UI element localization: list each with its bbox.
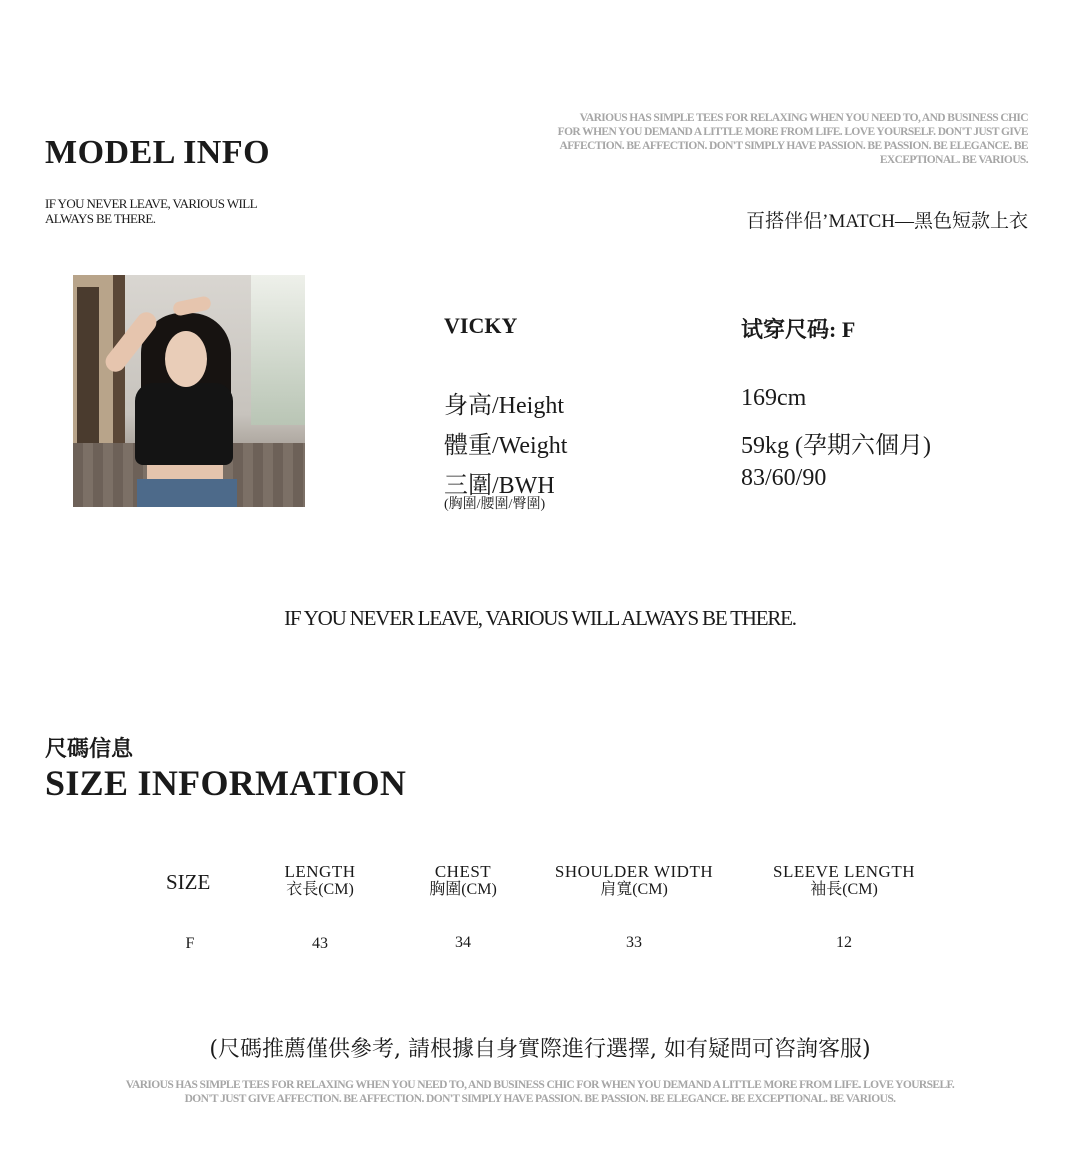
sleeve-header-en: SLEEVE LENGTH: [772, 862, 915, 881]
sleeve-header-zh: 袖長(CM): [810, 881, 878, 898]
length-header: [260, 863, 380, 898]
shoulder-value: 33: [626, 934, 642, 951]
chest-header: [403, 863, 523, 898]
size-title-en: SIZE INFORMATION: [45, 763, 407, 803]
brand-copy-line: EXCEPTIONAL. BE VARIOUS.: [879, 154, 1028, 166]
bwh-value: 83/60/90: [741, 465, 827, 491]
footer-copy: [0, 1078, 1080, 1106]
brand-copy-line: AFFECTION. BE AFFECTION. DON'T SIMPLY HAVE PASSION. BE PASSION. BE ELEGANCE. BE: [559, 140, 1028, 152]
sleeve-value: 12: [836, 934, 852, 951]
length-header-zh: 衣長(CM): [286, 881, 354, 898]
model-name: VICKY: [444, 313, 518, 338]
footer-copy-line: VARIOUS HAS SIMPLE TEES FOR RELAXING WHEN YOU NEED TO, AND BUSINESS CHIC FOR WHEN YOU DEMAND A LITTLE MORE FROM LIFE. LOVE YOURSELF.: [125, 1079, 955, 1091]
brand-copy-line: FOR WHEN YOU DEMAND A LITTLE MORE FROM LIFE. LOVE YOURSELF. DON'T JUST GIVE: [557, 126, 1028, 138]
height-value: 169cm: [741, 385, 807, 411]
length-header-en: LENGTH: [284, 862, 356, 881]
shoulder-header-en: SHOULDER WIDTH: [554, 862, 714, 881]
brand-copy-line: VARIOUS HAS SIMPLE TEES FOR RELAXING WHEN YOU NEED TO, AND BUSINESS CHIC: [579, 112, 1028, 124]
bwh-label: 三圍/BWH: [444, 473, 555, 499]
footer-copy-line: DON'T JUST GIVE AFFECTION. BE AFFECTION. DON'T SIMPLY HAVE PASSION. BE PASSION. BE ELEGANCE. BE EXCEPTIONAL. BE VARIOUS.: [184, 1093, 896, 1105]
trial-size: 试穿尺码: F: [741, 317, 856, 342]
sleeve-header: [754, 863, 934, 898]
size-value: F: [185, 935, 195, 952]
header-tagline: IF YOU NEVER LEAVE, VARIOUS WILL ALWAYS BE THERE.: [45, 196, 257, 226]
chest-value: 34: [455, 934, 471, 951]
height-label: 身高/Height: [444, 393, 564, 419]
weight-value: 59kg (孕期六個月): [741, 433, 931, 459]
chest-header-en: CHEST: [434, 862, 492, 881]
product-name: 百搭伴侣’MATCH—黑色短款上衣: [746, 211, 1028, 232]
model-photo: [73, 275, 305, 507]
size-title-zh: 尺碼信息: [45, 736, 134, 762]
chest-header-zh: 胸圍(CM): [429, 881, 497, 898]
shoulder-header-zh: 肩寬(CM): [600, 881, 668, 898]
model-info-title: MODEL INFO: [45, 134, 271, 171]
size-header: SIZE: [166, 870, 211, 894]
bwh-sublabel: (胸圍/腰圍/臀圍): [444, 497, 546, 512]
length-value: 43: [312, 935, 328, 952]
shoulder-header: [544, 863, 724, 898]
size-disclaimer: (尺碼推薦僅供參考, 請根據自身實際進行選擇, 如有疑問可咨詢客服): [209, 1037, 871, 1062]
weight-label: 體重/Weight: [444, 433, 568, 459]
brand-copy: [488, 111, 1028, 167]
center-tagline: IF YOU NEVER LEAVE, VARIOUS WILL ALWAYS BE THERE.: [284, 606, 796, 630]
